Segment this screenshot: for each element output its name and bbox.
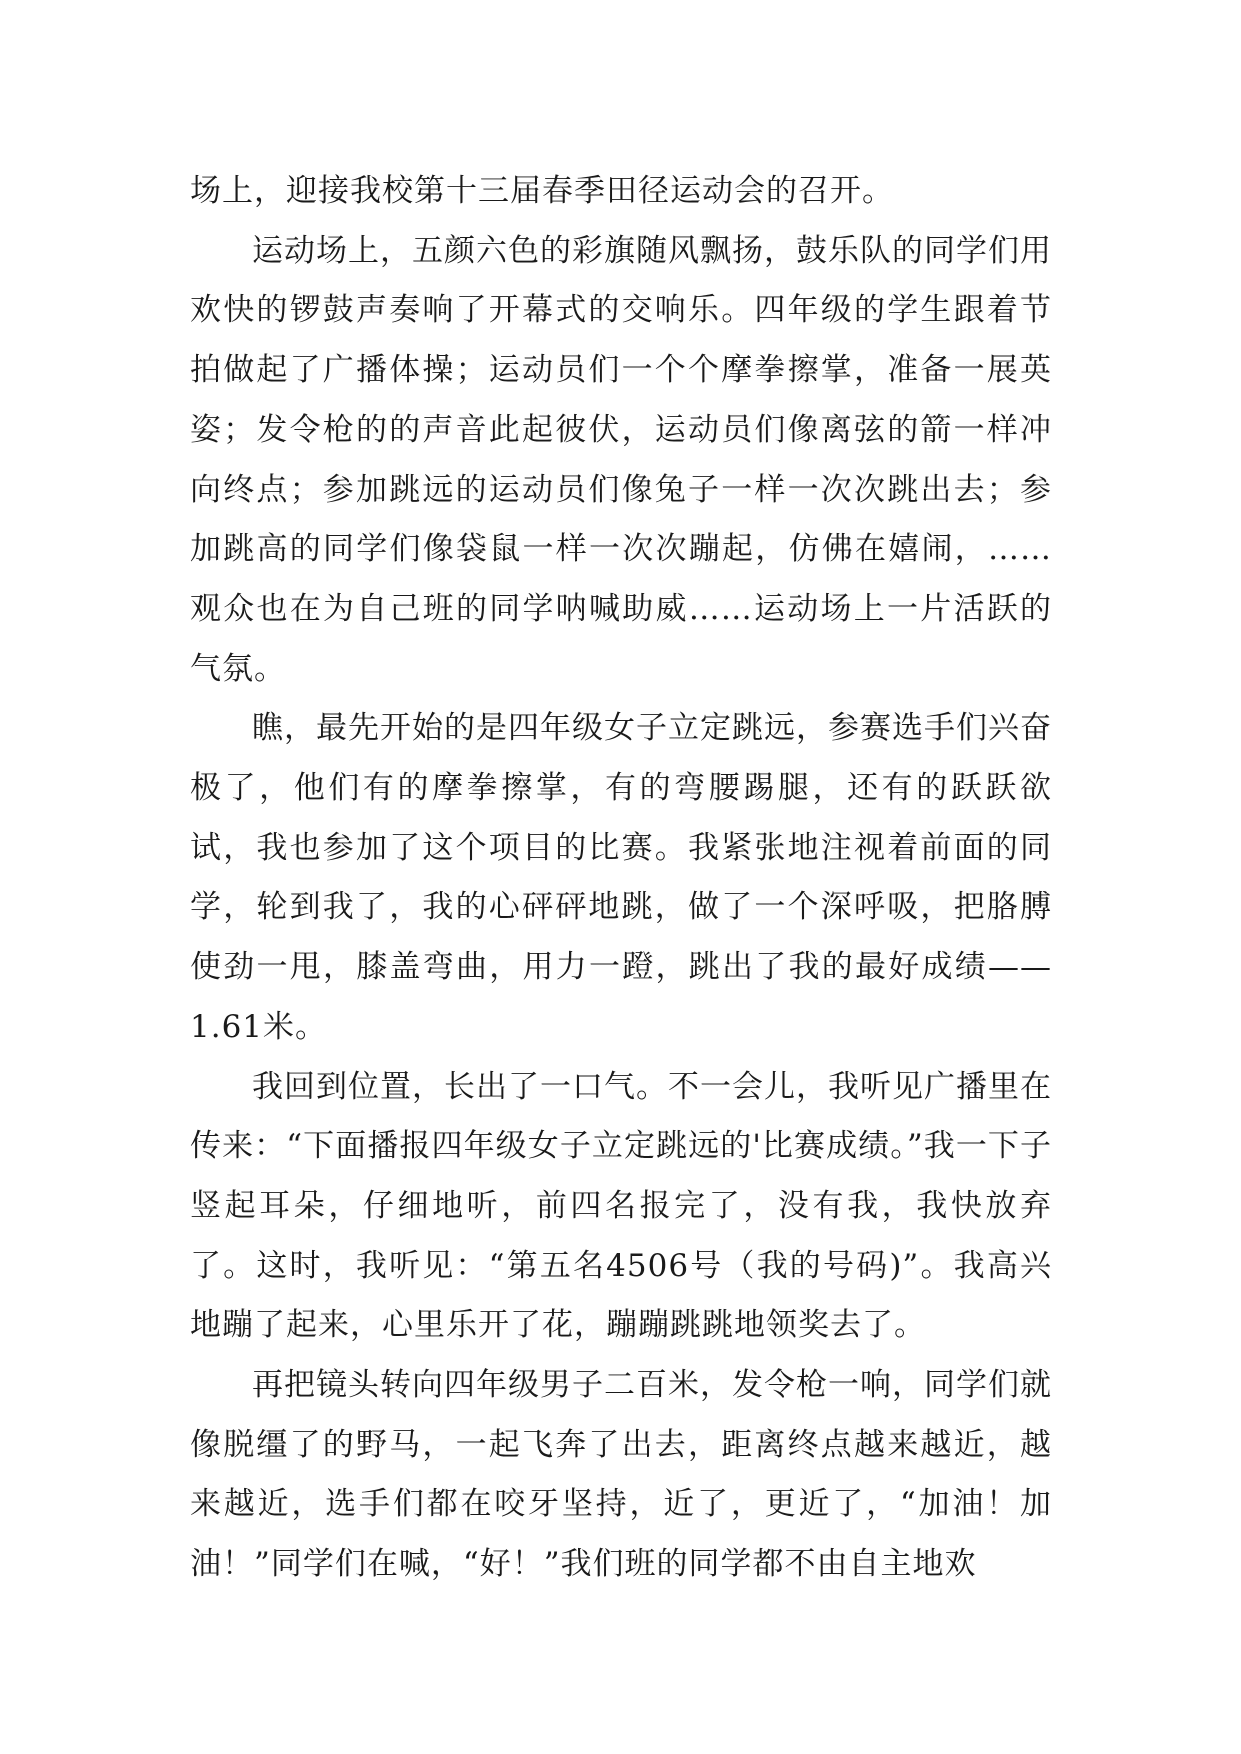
document-body [190, 162, 1052, 1595]
paragraph-results-broadcast: 我回到位置，长出了一口气。不一会儿，我听见广播里在传来：“下面播报四年级女子立定跳远的'比赛成绩。”我一下子竖起耳朵，仔细地听，前四名报完了，没有我，我快放弃了。这时，我听见：“第五名4506号（我的号码)”。我高兴地蹦了起来，心里乐开了花，蹦蹦跳跳地领奖去了。 [190, 1068, 1052, 1344]
paragraph-opening-ceremony: 运动场上，五颜六色的彩旗随风飘扬，鼓乐队的同学们用欢快的锣鼓声奏响了开幕式的交响乐。四年级的学生跟着节拍做起了广播体操；运动员们一个个摩拳擦掌，准备一展英姿；发令枪的的声音此起彼伏，运动员们像离弦的箭一样冲向终点；参加跳远的运动员们像兔子一样一次次跳出去；参加跳高的同学们像袋鼠一样一次次蹦起，仿佛在嬉闹，……观众也在为自己班的同学呐喊助威……运动场上一片活跃的气氛。 [190, 232, 1052, 687]
paragraph-continued: 场上，迎接我校第十三届春季田径运动会的召开。 [190, 173, 894, 209]
paragraph-standing-long-jump: 瞧，最先开始的是四年级女子立定跳远，参赛选手们兴奋极了，他们有的摩拳擦掌，有的弯腰踢腿，还有的跃跃欲试，我也参加了这个项目的比赛。我紧张地注视着前面的同学，轮到我了，我的心砰砰地跳，做了一个深呼吸，把胳膊使劲一甩，膝盖弯曲，用力一蹬，跳出了我的最好成绩——1.61米。 [190, 710, 1052, 1045]
paragraph-200m-race: 再把镜头转向四年级男子二百米，发令枪一响，同学们就像脱缰了的野马，一起飞奔了出去，距离终点越来越近，越来越近，选手们都在咬牙坚持，近了，更近了，“加油！加油！”同学们在喊，“好！”我们班的同学都不由自主地欢 [190, 1367, 1052, 1583]
